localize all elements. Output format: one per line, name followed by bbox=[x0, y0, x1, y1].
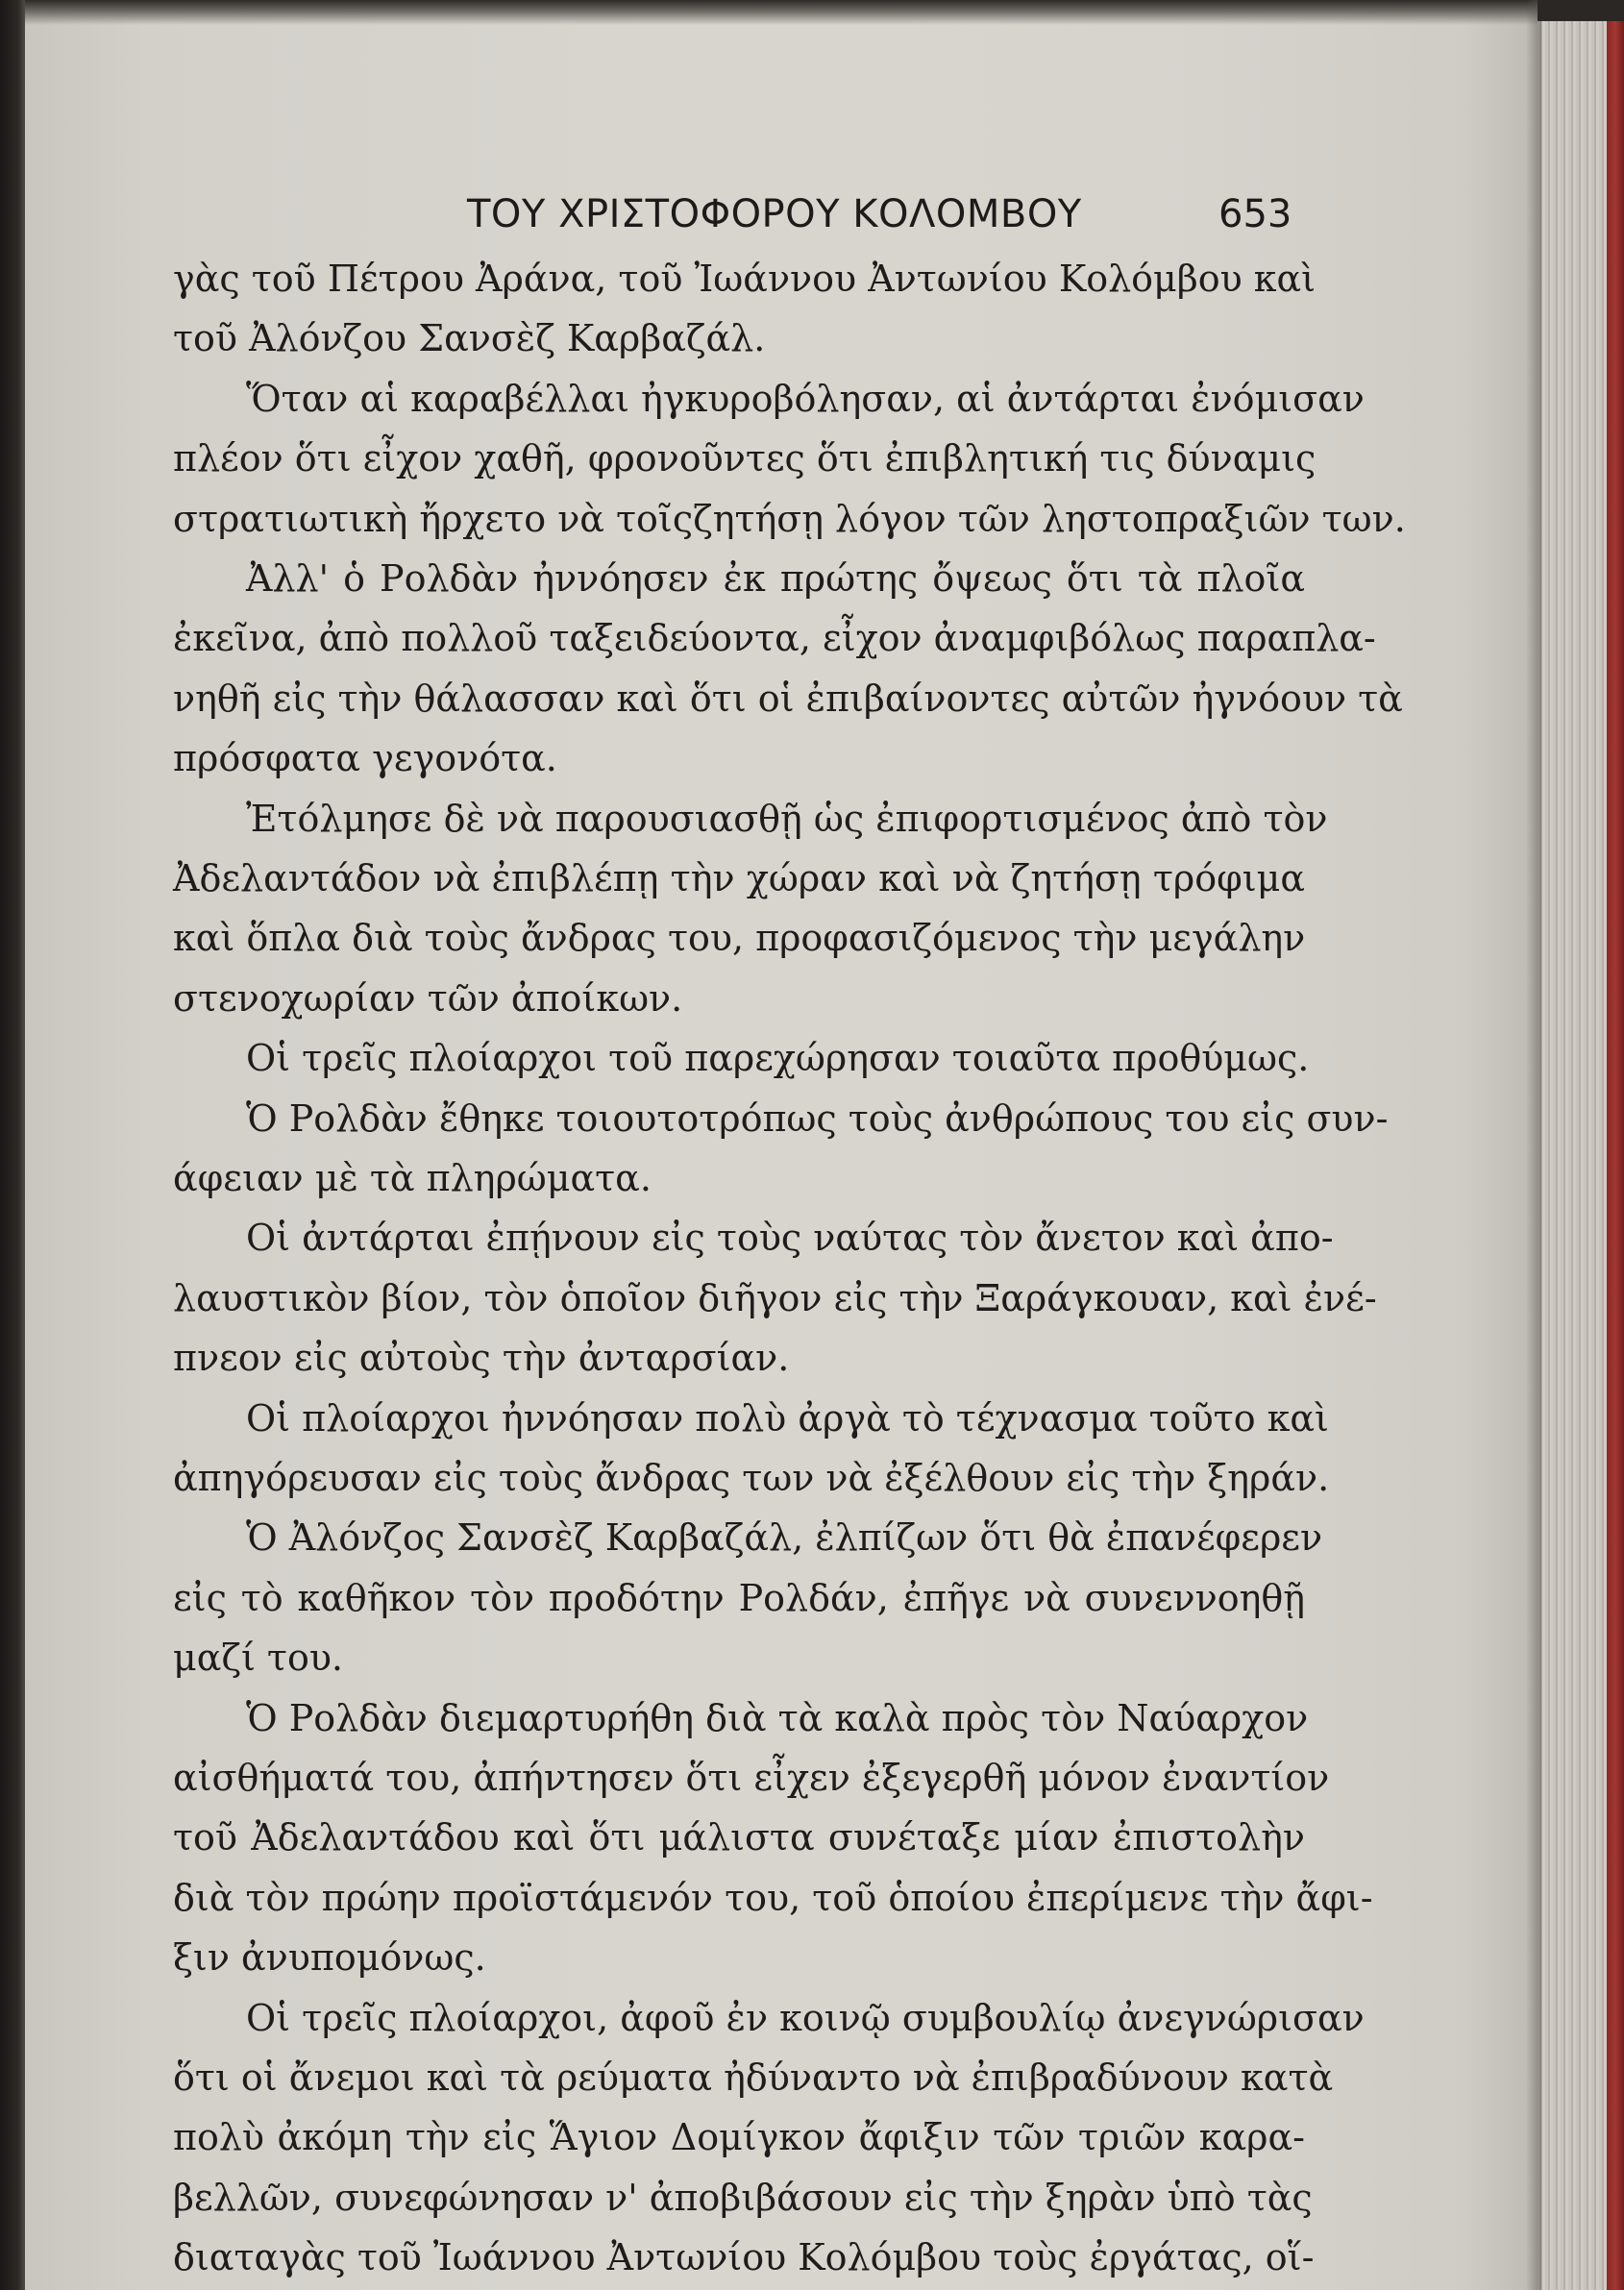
text-line: Οἱ ἀντάρται ἐπῄνουν εἰς τοὺς ναύτας τὸν ἄνετον καὶ ἀπο- bbox=[246, 1217, 1334, 1260]
text-line: λαυστικὸν βίον, τὸν ὁποῖον διῆγον εἰς τὴν Ξαράγκουαν, καὶ ἐνέ- bbox=[173, 1276, 1377, 1319]
text-line: καὶ ὅπλα διὰ τοὺς ἄνδρας του, προφασιζόμενος τὴν μεγάλην bbox=[173, 917, 1306, 960]
book-cover-edge bbox=[1607, 0, 1624, 2290]
text-line: Οἱ τρεῖς πλοίαρχοι τοῦ παρεχώρησαν τοιαῦτα προθύμως. bbox=[246, 1037, 1310, 1080]
text-line: πολὺ ἀκόμη τὴν εἰς Ἅγιον Δομίγκον ἄφιξιν τῶν τριῶν καρα- bbox=[173, 2116, 1305, 2159]
top-shadow bbox=[25, 0, 1538, 25]
text-line: Ἀδελαντάδον νὰ ἐπιβλέπῃ τὴν χώραν καὶ νὰ ζητήσῃ τρόφιμα bbox=[173, 857, 1305, 899]
running-head: ΤΟΥ ΧΡΙΣΤΟΦΟΡΟΥ ΚΟΛΟΜΒΟΥ bbox=[467, 192, 1082, 236]
text-line: Ἀλλ' ὁ Ρολδὰν ἠννόησεν ἐκ πρώτης ὄψεως ὅτι τὰ πλοῖα bbox=[246, 557, 1305, 600]
text-line: Ἐτόλμησε δὲ νὰ παρουσιασθῇ ὡς ἐπιφορτισμένος ἀπὸ τὸν bbox=[246, 797, 1328, 840]
text-line: βελλῶν, συνεφώνησαν ν' ἀποβιβάσουν εἰς τὴν ξηρὰν ὑπὸ τὰς bbox=[173, 2176, 1313, 2219]
text-line: στενοχωρίαν τῶν ἀποίκων. bbox=[173, 976, 683, 1020]
text-line: άφειαν μὲ τὰ πληρώματα. bbox=[173, 1157, 652, 1199]
text-line: αἰσθήματά του, ἀπήντησεν ὅτι εἶχεν ἐξεγερθῆ μόνον ἐναντίον bbox=[173, 1757, 1330, 1799]
text-line: Ὅταν αἱ καραβέλλαι ἠγκυροβόλησαν, αἱ ἀντάρται ἐνόμισαν bbox=[246, 377, 1365, 420]
text-line: πλέον ὅτι εἶχον χαθῆ, φρονοῦντες ὅτι ἐπιβλητική τις δύναμις bbox=[173, 437, 1316, 480]
stack-top-shadow bbox=[1538, 0, 1624, 21]
text-line: γὰς τοῦ Πέτρου Ἀράνα, τοῦ Ἰωάννου Ἀντωνίου Κολόμβου καὶ bbox=[173, 258, 1316, 300]
text-line: διὰ τὸν πρώην προϊστάμενόν του, τοῦ ὁποίου ἐπερίμενε τὴν ἄφι- bbox=[173, 1876, 1373, 1919]
text-line: ἀπηγόρευσαν εἰς τοὺς ἄνδρας των νὰ ἐξέλθουν εἰς τὴν ξηράν. bbox=[173, 1457, 1330, 1499]
text-line: πρόσφατα γεγονότα. bbox=[173, 737, 557, 780]
text-line: ἐκεῖνα, ἀπὸ πολλοῦ ταξειδεύοντα, εἶχον ἀναμφιβόλως παραπλα- bbox=[173, 617, 1376, 660]
text-line: πνεον εἰς αὐτοὺς τὴν ἀνταρσίαν. bbox=[173, 1337, 790, 1380]
text-line: νηθῆ εἰς τὴν θάλασσαν καὶ ὅτι οἱ ἐπιβαίνοντες αὐτῶν ἠγνόουν τὰ bbox=[173, 677, 1403, 720]
text-line: εἰς τὸ καθῆκον τὸν προδότην Ρολδάν, ἐπῆγε νὰ συνεννοηθῇ bbox=[173, 1576, 1305, 1619]
text-line: Ὁ Ἀλόνζος Σανσὲζ Καρβαζάλ, ἐλπίζων ὅτι θὰ ἐπανέφερεν bbox=[246, 1516, 1323, 1560]
text-line: ξιν ἀνυπομόνως. bbox=[173, 1936, 486, 1980]
text-line: Ὁ Ρολδὰν διεμαρτυρήθη διὰ τὰ καλὰ πρὸς τὸν Ναύαρχον bbox=[246, 1696, 1309, 1739]
text-line: Ὁ Ρολδὰν ἔθηκε τοιουτοτρόπως τοὺς ἀνθρώπους του εἰς συν- bbox=[246, 1096, 1389, 1140]
text-line: τοῦ Ἀλόνζου Σανσὲζ Καρβαζάλ. bbox=[173, 317, 766, 360]
text-line: μαζί του. bbox=[173, 1637, 344, 1680]
text-line: διαταγὰς τοῦ Ἰωάννου Ἀντωνίου Κολόμβου τοὺς ἐργάτας, οἵ- bbox=[173, 2236, 1315, 2279]
left-page-edge bbox=[0, 0, 25, 2290]
text-line: Οἱ πλοίαρχοι ἠννόησαν πολὺ ἀργὰ τὸ τέχνασμα τοῦτο καὶ bbox=[246, 1396, 1329, 1440]
gutter-shadow bbox=[1526, 0, 1541, 2290]
page-number: 653 bbox=[1218, 192, 1292, 236]
text-line: τοῦ Ἀδελαντάδου καὶ ὅτι μάλιστα συνέταξε μίαν ἐπιστολὴν bbox=[173, 1816, 1305, 1859]
text-line: Οἱ τρεῖς πλοίαρχοι, ἀφοῦ ἐν κοινῷ συμβουλίῳ ἀνεγνώρισαν bbox=[246, 1996, 1365, 2039]
text-line: ὅτι οἱ ἄνεμοι καὶ τὰ ρεύματα ἠδύναντο νὰ ἐπιβραδύνουν κατὰ bbox=[173, 2056, 1334, 2099]
text-line: στρατιωτικὴ ἤρχετο νὰ τοῖςζητήσῃ λόγον τῶν ληστοπραξιῶν των. bbox=[173, 497, 1406, 540]
